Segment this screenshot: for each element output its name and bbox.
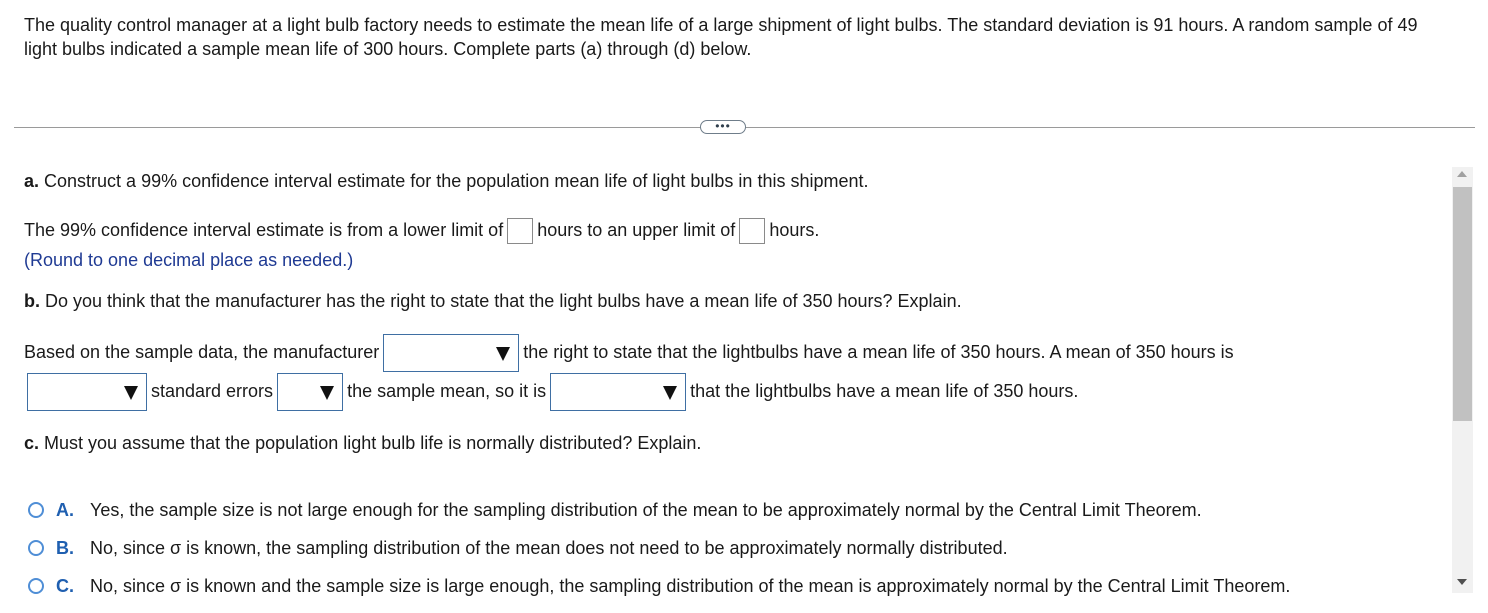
option-b-letter: B.: [56, 537, 74, 558]
part-a-letter: a.: [24, 171, 40, 191]
above-below-dropdown[interactable]: [277, 373, 343, 411]
triangle-down-icon: [124, 386, 138, 400]
part-b-line2-mid2: the sample mean, so it is: [347, 380, 547, 401]
option-b[interactable]: [28, 529, 1290, 567]
part-b-line1-prefix: Based on the sample data, the manufacturer: [24, 341, 380, 362]
option-a-text: Yes, the sample size is not large enough for the sampling distribution of the mean to be approximately normal by the Central Limit Theorem.: [90, 499, 1202, 520]
lower-limit-input[interactable]: [507, 218, 533, 244]
radio-button-c[interactable]: [28, 578, 44, 594]
option-a[interactable]: [28, 491, 1290, 529]
part-c-question: [24, 433, 701, 454]
radio-button-a[interactable]: [28, 502, 44, 518]
part-b-line1-suffix: the right to state that the lightbulbs have a mean life of 350 hours. A mean of 350 hours is: [523, 341, 1234, 362]
vertical-scrollbar[interactable]: [1452, 167, 1473, 593]
part-b-line2-mid1: standard errors: [151, 380, 274, 401]
part-b-letter: b.: [24, 291, 40, 311]
part-a-answer-prefix: The 99% confidence interval estimate is from a lower limit of: [24, 219, 504, 240]
scrollbar-thumb[interactable]: [1453, 187, 1472, 421]
triangle-down-icon: [320, 386, 334, 400]
part-a-answer-middle: hours to an upper limit of: [537, 219, 736, 240]
option-a-letter: A.: [56, 499, 74, 520]
problem-statement: The quality control manager at a light bulb factory needs to estimate the mean life of a large shipment of light bulbs. The standard deviation is 91 hours. A random sample of 49 light bulbs indicated a sample mean life of 300 hours. Complete parts (a) through (d) below.: [24, 15, 1418, 59]
part-c-question-text: Must you assume that the population light bulb life is normally distributed? Explain.: [44, 433, 702, 453]
upper-limit-input[interactable]: [739, 218, 765, 244]
option-c-text: No, since σ is known and the sample size is large enough, the sampling distribution of the mean is approximately normal by the Central Limit Theorem.: [90, 575, 1291, 596]
right-to-state-dropdown[interactable]: [383, 334, 519, 372]
rounding-hint: (Round to one decimal place as needed.): [24, 250, 354, 270]
part-a-answer-line: [24, 218, 819, 244]
part-b-line2-suffix: that the lightbulbs have a mean life of 350 hours.: [690, 380, 1079, 401]
part-b-line-1: [24, 334, 1234, 372]
likelihood-dropdown[interactable]: [550, 373, 686, 411]
option-c-letter: C.: [56, 575, 74, 596]
triangle-down-icon: [496, 347, 510, 361]
part-b-line-2: [27, 373, 1078, 411]
part-c-letter: c.: [24, 433, 40, 453]
triangle-down-icon: [663, 386, 677, 400]
option-b-text: No, since σ is known, the sampling distribution of the mean does not need to be approximately normally distributed.: [90, 537, 1008, 558]
scroll-up-arrow-icon[interactable]: [1457, 171, 1467, 177]
part-a-question: [24, 171, 869, 192]
part-c-options: [28, 491, 1290, 605]
scroll-down-arrow-icon[interactable]: [1457, 579, 1467, 585]
expand-question-button[interactable]: •••: [700, 120, 746, 134]
standard-errors-count-dropdown[interactable]: [27, 373, 147, 411]
part-a-question-text: Construct a 99% confidence interval estimate for the population mean life of light bulbs in this shipment.: [44, 171, 869, 191]
radio-button-b[interactable]: [28, 540, 44, 556]
part-a-answer-suffix: hours.: [769, 219, 820, 240]
part-b-question: [24, 291, 962, 312]
option-c[interactable]: [28, 567, 1290, 605]
part-b-question-text: Do you think that the manufacturer has the right to state that the light bulbs have a mean life of 350 hours? Explain.: [45, 291, 962, 311]
